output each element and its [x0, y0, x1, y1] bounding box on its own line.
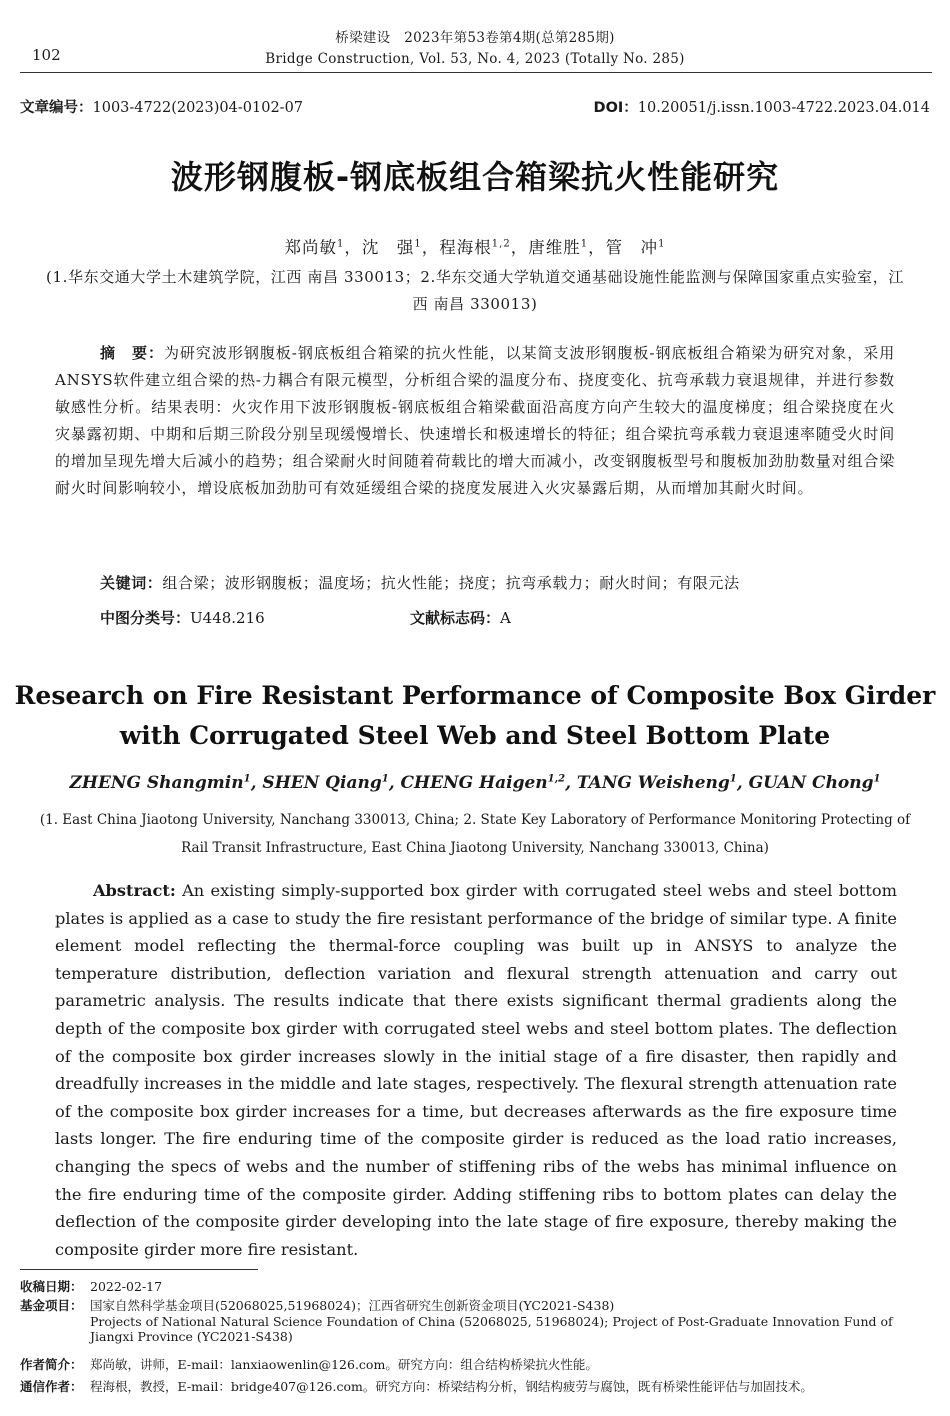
- author-sup: 1: [873, 773, 881, 785]
- author-sup: 1: [337, 238, 345, 250]
- footnote-corresponding: [20, 1379, 932, 1395]
- abstract-cn-label: 摘 要：: [100, 344, 164, 362]
- abstract-en: [55, 877, 897, 1263]
- author-cn: 唐维胜: [528, 238, 581, 257]
- journal-line-en: Bridge Construction, Vol. 53, No. 4, 2023 (Totally No. 285): [265, 51, 685, 67]
- author-sup: 1: [658, 238, 666, 250]
- author-en: SHEN Qiang: [262, 773, 382, 793]
- clc-label: 中图分类号：: [100, 609, 191, 627]
- abstract-cn: [55, 340, 895, 502]
- footnote-fund: [20, 1298, 932, 1345]
- footnote-rule: [20, 1269, 258, 1270]
- author-sup: 1: [729, 773, 737, 785]
- doi-value[interactable]: 10.20051/j.issn.1003-4722.2023.04.014: [637, 100, 930, 116]
- footnote-received: [20, 1279, 932, 1295]
- author-en: GUAN Chong: [748, 773, 874, 793]
- fund-label: 基金项目：: [20, 1298, 83, 1313]
- received-date: 2022-02-17: [90, 1279, 163, 1294]
- clc-value: U448.216: [190, 609, 265, 627]
- author-cn: 管 冲: [605, 238, 659, 257]
- article-number-value: 1003-4722(2023)04-0102-07: [92, 100, 304, 116]
- abstract-en-label: Abstract:: [93, 881, 176, 900]
- article-number: [20, 96, 303, 117]
- clc-number: [100, 607, 265, 628]
- title-en-line-1: Research on Fire Resistant Performance of Composite Box Girder: [14, 681, 936, 710]
- footnote-author: [20, 1357, 932, 1373]
- affiliation-en: (1. East China Jiaotong University, Nanchang 330013, China; 2. State Key Laboratory of Performance Monitoring Protecting of Rail Transit Infrastructure, East China Jiaotong University, Nanchang 330013, China): [39, 812, 911, 856]
- abstract-cn-text: 为研究波形钢腹板-钢底板组合箱梁的抗火性能，以某简支波形钢腹板-钢底板组合箱梁为研究对象，采用ANSYS软件建立组合梁的热-力耦合有限元模型，分析组合梁的温度分布、挠度变化、抗弯承载力衰退规律，并进行参数敏感性分析。结果表明：火灾作用下波形钢腹板-钢底板组合箱梁截面沿高度方向产生较大的温度梯度；组合梁挠度在火灾暴露初期、中期和后期三阶段分别呈现缓慢增长、快速增长和极速增长的特征；组合梁抗弯承载力衰退速率随受火时间的增加呈现先增大后减小的趋势；组合梁耐火时间随着荷载比的增大而减小，改变钢腹板型号和腹板加劲肋数量对组合梁耐火时间影响较小，增设底板加劲肋可有效延缓组合梁的挠度发展进入火灾暴露后期，从而增加其耐火时间。: [55, 344, 896, 497]
- abstract-en-text: An existing simply-supported box girder with corrugated steel webs and steel bottom plates is applied as a case to study the fire resistant performance of the bridge of similar type. A finite element model reflecting the thermal-force coupling was built up in ANSYS to analyze the temperature distribution, deflection variation and flexural strength attenuation and carry out parametric analysis. The results indicate that there exists significant thermal gradients along the depth of the composite box girder with corrugated steel webs and steel bottom plates. The deflection of the composite box girder increases slowly in the initial stage of a fire disaster, then rapidly and dreadfully increases in the middle and late stages, respectively. The flexural strength attenuation rate of the composite box girder increases for a time, but decreases afterwards as the fire exposure time lasts longer. The fire enduring time of the composite girder is reduced as the load ratio increases, changing the specs of webs and the number of stiffening ribs of the webs has minimal influence on the fire enduring time of the composite girder. Adding stiffening ribs to bottom plates can delay the deflection of the composite girder developing into the late stage of fire exposure, thereby making the composite girder more fire resistant.: [55, 881, 897, 1259]
- keywords-cn-text: 组合梁；波形钢腹板；温度场；抗火性能；挠度；抗弯承载力；耐火时间；有限元法: [162, 574, 740, 592]
- author-intro-label: 作者简介：: [20, 1357, 83, 1372]
- author-en: CHENG Haigen: [400, 773, 548, 793]
- received-label: 收稿日期：: [20, 1279, 83, 1294]
- page-number: 102: [32, 46, 61, 64]
- doi-label: DOI：: [593, 100, 638, 116]
- fund-en: Projects of National Natural Science Foundation of China (52068025, 51968024); Project of Post-Graduate Innovation Fund of Jiangxi Province (YC2021-S438): [90, 1313, 893, 1344]
- author-sup: 1: [414, 238, 422, 250]
- document-code-value: A: [500, 609, 511, 627]
- journal-line-cn: 桥梁建设 2023年第53卷第4期(总第285期): [335, 30, 615, 46]
- article-number-label: 文章编号：: [20, 100, 93, 116]
- title-cn: 波形钢腹板-钢底板组合箱梁抗火性能研究: [170, 158, 780, 196]
- fund-cn: 国家自然科学基金项目(52068025,51968024)；江西省研究生创新资金项目(YC2021-S438): [90, 1298, 615, 1313]
- author-en: ZHENG Shangmin: [69, 773, 244, 793]
- document-code: [410, 607, 511, 628]
- corresponding-author: 程海根，教授，E-mail：bridge407@126.com。研究方向：桥梁结构分析，钢结构疲劳与腐蚀，既有桥梁性能评估与加固技术。: [90, 1379, 813, 1394]
- document-code-label: 文献标志码：: [410, 609, 501, 627]
- author-sup: 1,2: [547, 773, 566, 785]
- corresponding-label: 通信作者：: [20, 1379, 83, 1394]
- title-en-line-2: with Corrugated Steel Web and Steel Bottom Plate: [119, 721, 831, 750]
- affiliation-cn: (1.华东交通大学土木建筑学院，江西 南昌 330013；2.华东交通大学轨道交通基础设施性能监测与保障国家重点实验室，江西 南昌 330013): [46, 268, 904, 313]
- keywords-cn-label: 关键词：: [100, 574, 163, 592]
- title-en: [0, 676, 950, 756]
- author-cn: 郑尚敏: [284, 238, 338, 257]
- author-sup: 1,2: [491, 238, 511, 250]
- author-cn: 程海根: [439, 238, 492, 257]
- author-en: TANG Weisheng: [576, 773, 730, 793]
- keywords-cn: [100, 572, 740, 593]
- author-intro: 郑尚敏，讲师，E-mail：lanxiaowenlin@126.com。研究方向：组合结构桥梁抗火性能。: [90, 1357, 598, 1372]
- author-sup: 1: [243, 773, 251, 785]
- authors-en: ZHENG Shangmin$^1$, SHEN Qiang$^1$, CHENG Haigen$^{1,2}$, TANG Weisheng$^1$, GUAN Chong$^1$: [69, 773, 881, 793]
- author-cn: 沈 强: [361, 238, 415, 257]
- doi[interactable]: [594, 96, 930, 117]
- author-sup: 1: [580, 238, 589, 250]
- authors-cn: 郑尚敏$^1$，沈 强$^1$，程海根$^{1,2}$，唐维胜$^1$，管 冲$^1$: [284, 238, 666, 257]
- header-rule: [20, 72, 932, 73]
- author-sup: 1: [381, 773, 389, 785]
